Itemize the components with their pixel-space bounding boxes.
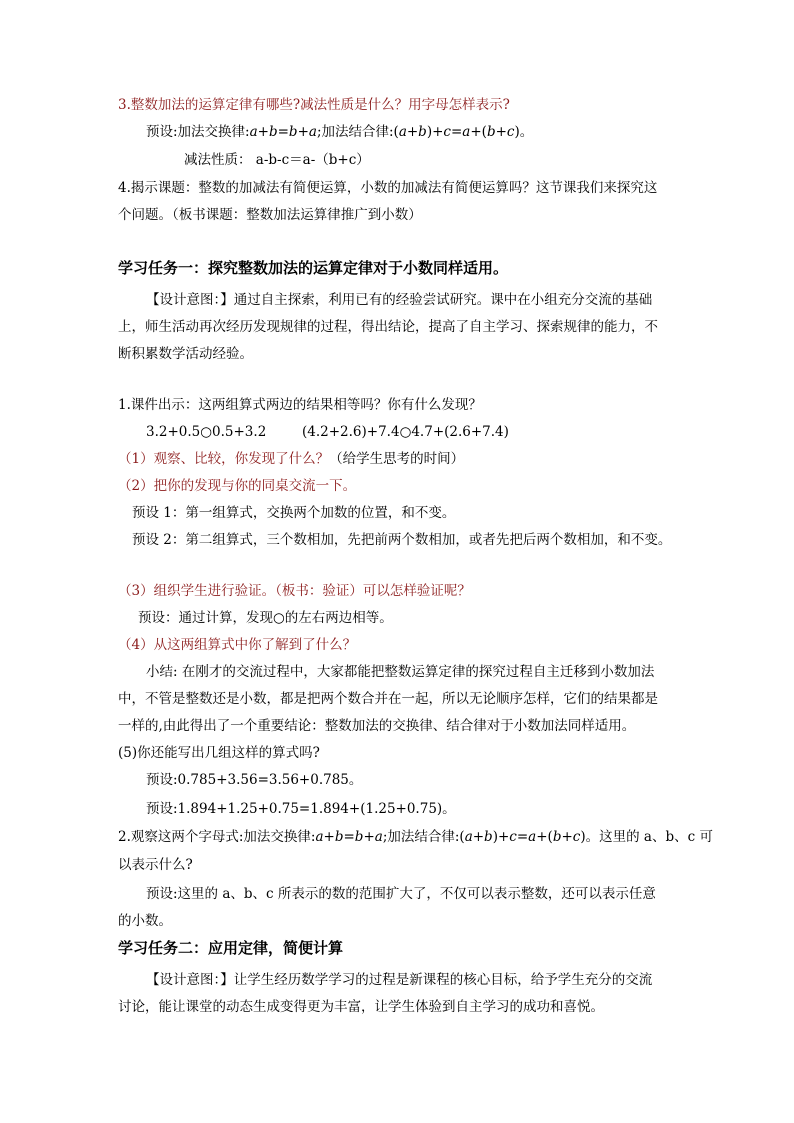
preset-6b: 的小数。 [118, 913, 172, 929]
text: = [516, 829, 529, 845]
preset-laws [146, 123, 533, 141]
preset-4: 预设:0.785+3.56=3.56+0.785。 [146, 772, 363, 788]
step-3: （3）组织学生进行验证。（板书：验证）可以怎样验证呢？ [118, 583, 471, 599]
step-2: （2）把你的发现与你的同桌交流一下。 [118, 478, 357, 494]
formula: b+c [552, 829, 581, 845]
text: )。这里的 a、b、c 可 [580, 829, 713, 845]
formula: b+c [486, 124, 515, 140]
step-5: (5)你还能写出几组这样的算式吗? [118, 745, 320, 761]
text: 预设:加法交换律: [146, 124, 250, 140]
text: +( [470, 124, 487, 140]
text: )+ [426, 124, 444, 140]
text: = [450, 124, 463, 140]
design-intent-1c: 断积累数学活动经验。 [118, 346, 253, 362]
text: )。 [514, 124, 534, 140]
formula-group-2: (4.2+2.6)+7.4○4.7+(2.6+7.4) [302, 424, 509, 440]
text: +( [536, 829, 553, 845]
task-1-heading: 学习任务一：探究整数加法的运算定律对于小数同样适用。 [118, 259, 509, 277]
preset-1: 预设 1：第一组算式，交换两个加数的位置，和不变。 [132, 505, 456, 521]
summary-3: 一样的,由此得出了一个重要结论：整数加法的交换律、结合律对于小数加法同样适用。 [118, 718, 636, 734]
preset-5: 预设:1.894+1.25+0.75=1.894+(1.25+0.75)。 [146, 801, 456, 817]
preset-3: 预设：通过计算，发现○的左右两边相等。 [138, 610, 393, 626]
formula: a+b [464, 829, 493, 845]
step-1 [118, 450, 464, 468]
question-3: 3.整数加法的运算定律有哪些?减法性质是什么？用字母怎样表示? [118, 97, 510, 113]
formula: a [528, 829, 537, 845]
formula: c [443, 124, 451, 140]
subtraction-property: 减法性质： a-b-c＝a-（b+c） [184, 152, 370, 168]
design-intent-1b: 上，师生活动再次经历发现规律的过程，得出结论，提高了自主学习、探索规律的能力，不 [118, 319, 658, 335]
formula-group-1: 3.2+0.5○0.5+3.2 [146, 424, 267, 440]
text: )+ [492, 829, 510, 845]
formula: a+b=b+a [315, 829, 383, 845]
text: ;加法结合律:( [316, 124, 399, 140]
text: ;加法结合律:( [382, 829, 465, 845]
question-2 [118, 828, 713, 846]
step-4: （4）从这两组算式中你了解到了什么？ [118, 637, 357, 653]
formula: a+b [398, 124, 427, 140]
question-4-cont: 个问题。（板书课题：整数加法运算律推广到小数） [118, 207, 422, 223]
design-intent-1a: 【设计意图：】通过自主探索，利用已有的经验尝试研究。课中在小组充分交流的基础 [146, 292, 653, 308]
courseware-question: 1.课件出示：这两组算式两边的结果相等吗？你有什么发现？ [118, 397, 482, 413]
formula: a [462, 124, 471, 140]
summary-2: 中，不管是整数还是小数，都是把两个数合并在一起，所以无论顺序怎样，它们的结果都是 [118, 691, 658, 707]
step-1-text: （1）观察、比较，你发现了什么？ [118, 451, 330, 467]
preset-6a: 预设:这里的 a、b、c 所表示的数的范围扩大了，不仅可以表示整数，还可以表示任意 [146, 886, 656, 902]
formula: a+b=b+a [249, 124, 317, 140]
question-4: 4.揭示课题：整数的加减法有简便运算，小数的加减法有简便运算吗？这节课我们来探究这 [118, 180, 658, 196]
summary-1: 小结: 在刚才的交流过程中，大家都能把整数运算定律的探究过程自主迁移到小数加法 [146, 664, 655, 680]
question-2-cont: 以表示什么? [118, 857, 193, 873]
task-2-heading: 学习任务二：应用定律，简便计算 [118, 939, 344, 957]
text: 2.观察这两个字母式:加法交换律: [118, 829, 316, 845]
step-1-note: （给学生思考的时间） [329, 451, 465, 467]
formula: c [509, 829, 517, 845]
design-intent-2b: 讨论，能让课堂的动态生成变得更为丰富，让学生体验到自主学习的成功和喜悦。 [118, 999, 604, 1015]
preset-2: 预设 2：第二组算式，三个数相加，先把前两个数相加，或者先把后两个数相加，和不变。 [132, 532, 672, 548]
design-intent-2a: 【设计意图：】让学生经历数学学习的过程是新课程的核心目标，给予学生充分的交流 [146, 972, 653, 988]
